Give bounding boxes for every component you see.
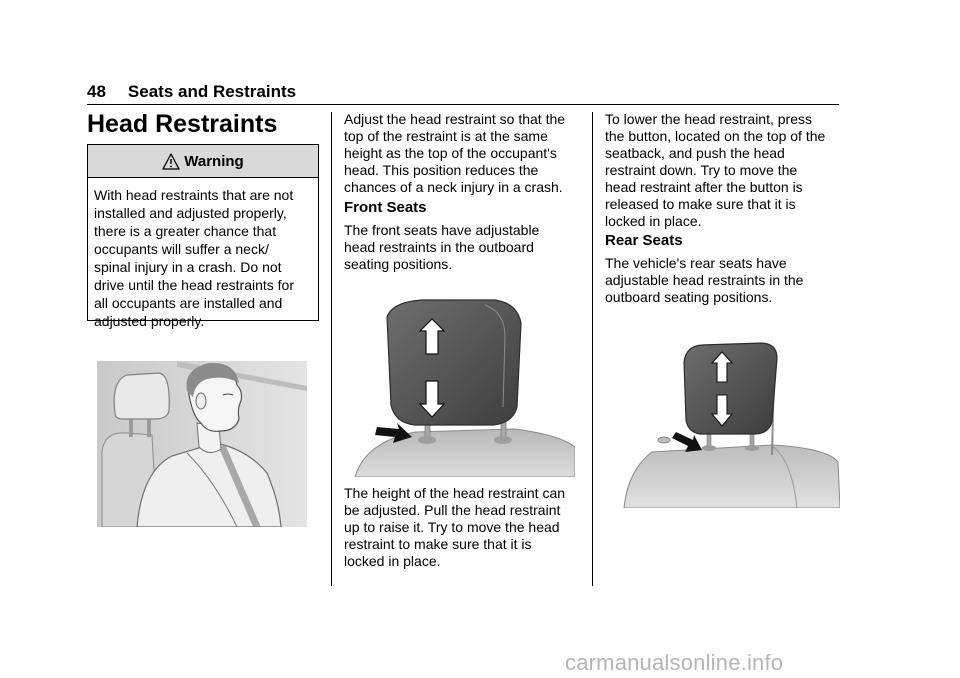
intro-paragraph <box>344 111 565 196</box>
section-title: Head Restraints <box>87 110 278 138</box>
warning-line: all occupants are installed and <box>94 295 283 311</box>
warning-line: there is a greater chance that <box>94 223 277 239</box>
text-line: released to make sure that it is <box>605 196 796 212</box>
text-line: the button, located on the top of the <box>605 128 826 144</box>
front-head-restraint-illustration <box>345 297 575 477</box>
warning-title: Warning <box>184 152 244 170</box>
page-header <box>87 82 296 102</box>
warning-line: occupants will suffer a neck/ <box>94 241 269 257</box>
text-line: head. This position reduces the <box>344 162 539 178</box>
text-line: adjustable head restraints in the <box>605 272 804 288</box>
warning-line: installed and adjusted properly, <box>94 205 287 221</box>
lower-restraint-paragraph <box>605 111 825 230</box>
warning-line: spinal injury in a crash. Do not <box>94 259 282 275</box>
warning-line: drive until the head restraints for <box>94 277 294 293</box>
warning-box <box>87 144 319 329</box>
text-line: restraint to make sure that it is <box>344 536 532 552</box>
height-adjust-paragraph <box>344 485 565 570</box>
warning-line: adjusted properly. <box>94 313 205 329</box>
text-line: The front seats have adjustable <box>344 222 540 238</box>
text-line: chances of a neck injury in a crash. <box>344 179 563 195</box>
occupant-head-restraint-illustration <box>97 361 307 527</box>
text-line: head restraints in the outboard <box>344 239 534 255</box>
text-line: seating positions. <box>344 256 453 272</box>
warning-triangle-icon <box>162 153 180 170</box>
front-seats-paragraph <box>344 222 539 273</box>
text-line: restraint down. Try to move the <box>605 162 798 178</box>
rear-seats-heading: Rear Seats <box>605 232 683 249</box>
text-line: be adjusted. Pull the head restraint <box>344 502 561 518</box>
text-line: head restraint after the button is <box>605 179 803 195</box>
column-divider <box>592 112 593 586</box>
text-line: outboard seating positions. <box>605 289 773 305</box>
text-line: To lower the head restraint, press <box>605 111 812 127</box>
rear-head-restraint-illustration <box>622 340 840 508</box>
page-number: 48 <box>87 82 106 101</box>
column-divider <box>331 112 332 586</box>
header-rule <box>87 104 839 105</box>
chapter-title: Seats and Restraints <box>127 82 297 101</box>
text-line: locked in place. <box>605 213 702 229</box>
text-line: The vehicle's rear seats have <box>605 255 787 271</box>
text-line: locked in place. <box>344 553 441 569</box>
watermark: carmanualsonline.info <box>565 650 784 675</box>
text-line: height as the top of the occupant's <box>344 145 557 161</box>
text-line: top of the restraint is at the same <box>344 128 548 144</box>
front-seats-heading: Front Seats <box>344 199 427 216</box>
warning-line: With head restraints that are not <box>94 187 294 203</box>
text-line: seatback, and push the head <box>605 145 785 161</box>
warning-text <box>88 178 318 330</box>
text-line: The height of the head restraint can <box>344 485 566 501</box>
text-line: up to raise it. Try to move the head <box>344 519 560 535</box>
text-line: Adjust the head restraint so that the <box>344 111 566 127</box>
rear-seats-paragraph <box>605 255 803 306</box>
warning-header <box>88 145 318 178</box>
